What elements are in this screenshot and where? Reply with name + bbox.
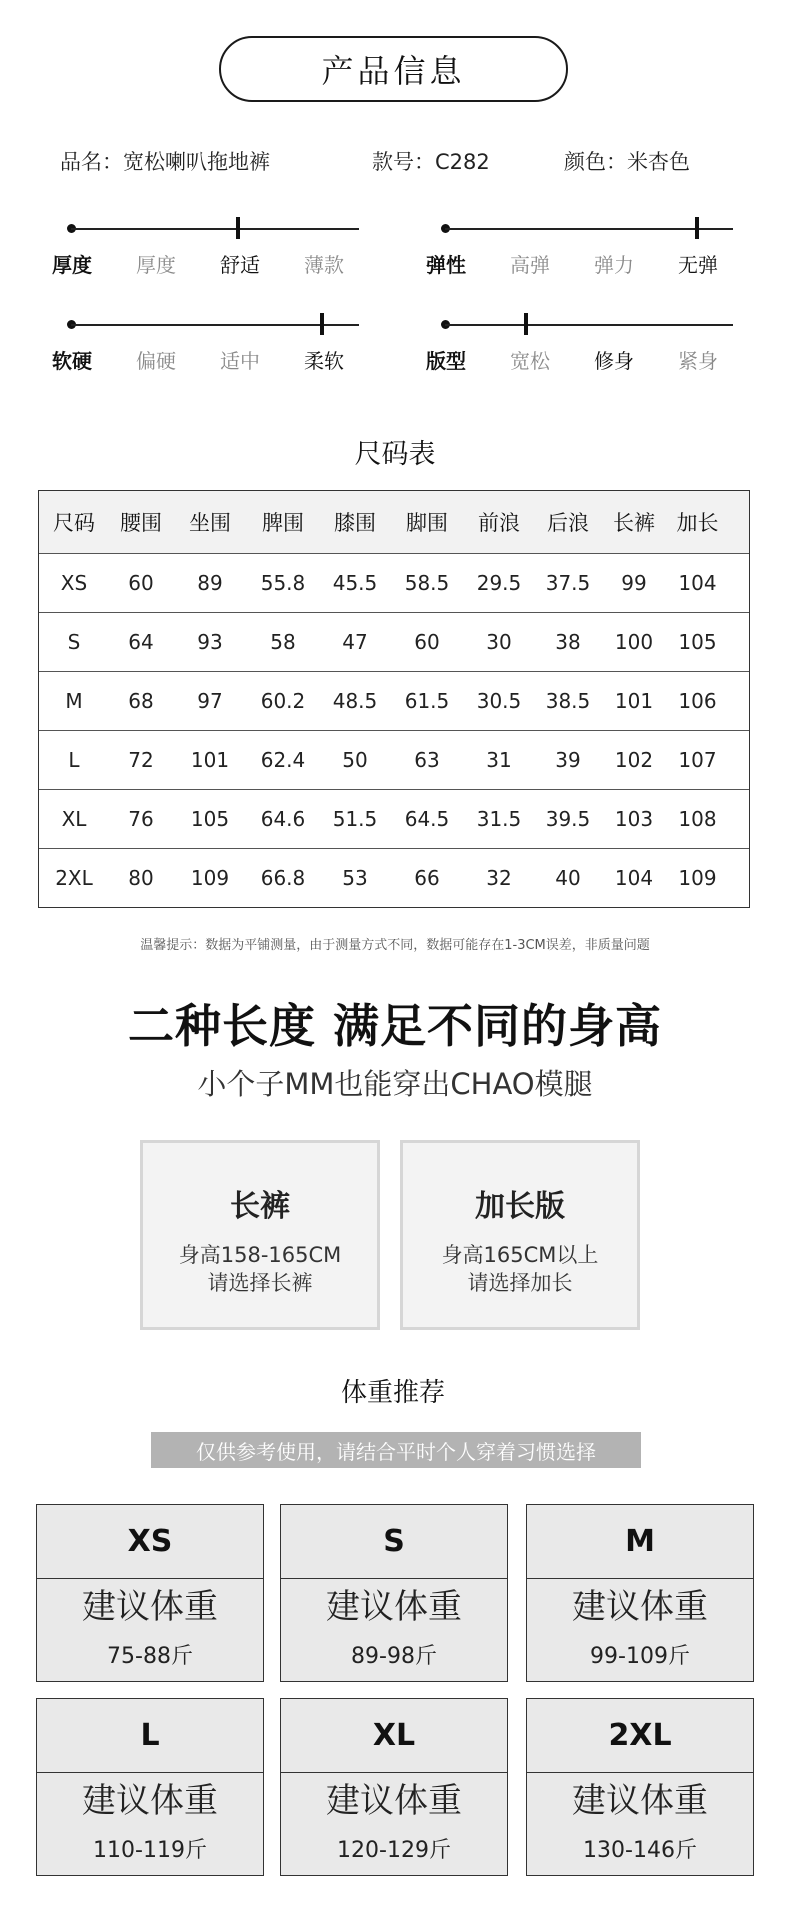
table-cell: 60 [414,630,440,654]
table-cell: 76 [128,807,154,831]
length-option-long [400,1140,640,1330]
lengths-headline: 二种长度 满足不同的身高 [127,999,662,1053]
weight-card-size: XL [281,1699,507,1773]
table-cell: 47 [342,630,368,654]
table-row [39,553,749,612]
table-cell: 58 [270,630,296,654]
scale-option: 宽松 [510,349,550,373]
scale-category-softness: 软硬 [52,349,92,373]
scale-line [71,228,359,230]
scale-option-selected: 修身 [594,349,634,373]
scale-line [445,324,733,326]
length-option-height: 身高158-165CM [178,1243,342,1267]
scale-option: 高弹 [510,253,550,277]
table-cell: 106 [678,689,717,713]
table-cell: 50 [342,748,368,772]
table-cell: 60 [128,571,154,595]
table-header-cell: 脚围 [406,511,448,535]
table-header-cell: 腰围 [120,511,162,535]
table-cell: 63 [414,748,440,772]
weight-card-label: 建议体重 [572,1781,708,1821]
table-cell: 103 [614,807,654,831]
table-row [39,612,749,671]
table-header-cell: 后浪 [547,511,589,535]
table-size-cell: M [65,689,83,713]
length-option-title: 加长版 [475,1189,565,1224]
table-cell: 62.4 [260,748,306,772]
table-size-cell: XL [61,807,87,831]
weight-card-range: 75-88斤 [107,1644,193,1669]
scale-category-elasticity: 弹性 [426,253,466,277]
weight-card-range: 120-129斤 [337,1838,451,1863]
table-cell: 109 [678,866,717,890]
table-header-cell: 尺码 [53,511,95,535]
weight-card-label: 建议体重 [82,1587,218,1627]
table-header-cell: 加长 [676,511,719,535]
weight-card-range: 130-146斤 [583,1838,697,1863]
table-cell: 55.8 [260,571,306,595]
table-cell: 66 [414,866,440,890]
table-cell: 102 [614,748,654,772]
table-cell: 64.5 [404,807,450,831]
scale-marker [524,313,528,335]
table-cell: 89 [197,571,223,595]
table-cell: 37.5 [545,571,591,595]
weight-card-size: M [527,1505,753,1579]
table-cell: 80 [128,866,154,890]
table-body [39,553,749,907]
scale-option-selected: 舒适 [220,253,260,277]
weight-card [36,1698,264,1876]
weight-card-size: 2XL [527,1699,753,1773]
weight-card [526,1504,754,1682]
table-cell: 104 [678,571,717,595]
weight-card-range: 110-119斤 [93,1838,207,1863]
table-header-cell: 前浪 [478,511,520,535]
table-cell: 53 [342,866,368,890]
table-cell: 51.5 [332,807,378,831]
table-header-cell: 长裤 [613,511,655,535]
lengths-subheadline: 小个子MM也能穿出CHAO模腿 [197,1067,593,1101]
weight-note: 仅供参考使用，请结合平时个人穿着习惯选择 [151,1432,641,1468]
scale-option: 适中 [220,349,260,373]
table-cell: 38 [555,630,581,654]
scale-option: 偏硬 [136,349,176,373]
scale-option: 厚度 [136,253,176,277]
table-cell: 58.5 [404,571,450,595]
table-cell: 107 [678,748,717,772]
table-cell: 64 [128,630,154,654]
table-cell: 39 [555,748,581,772]
table-cell: 48.5 [332,689,378,713]
length-option-height: 身高165CM以上 [441,1243,599,1267]
weight-card [280,1504,508,1682]
weight-card-label: 建议体重 [82,1781,218,1821]
weight-card [280,1698,508,1876]
product-name: 品名：宽松喇叭拖地裤 [60,150,270,174]
size-table-title: 尺码表 [354,439,436,470]
table-cell: 101 [614,689,654,713]
table-header-cell: 坐围 [189,511,231,535]
table-cell: 93 [197,630,223,654]
table-cell: 105 [678,630,717,654]
table-size-cell: S [67,630,81,654]
table-header-cell: 膝围 [334,511,376,535]
scale-option-selected: 柔软 [304,349,344,373]
size-table [38,490,750,908]
table-cell: 61.5 [404,689,450,713]
length-option-regular [140,1140,380,1330]
table-cell: 108 [678,807,717,831]
style-number: 款号：C282 [372,150,490,174]
table-cell: 60.2 [260,689,306,713]
weight-card-label: 建议体重 [326,1781,462,1821]
table-header-row [39,491,749,553]
length-option-hint: 请选择加长 [467,1271,573,1295]
scale-category-thickness: 厚度 [52,253,92,277]
weight-card-range: 99-109斤 [590,1644,690,1669]
scale-marker [236,217,240,239]
scale-line [71,324,359,326]
table-cell: 39.5 [545,807,591,831]
scale-option: 紧身 [678,349,718,373]
table-cell: 31.5 [476,807,522,831]
table-cell: 68 [128,689,154,713]
scale-marker [320,313,324,335]
table-header-cell: 脾围 [262,511,304,535]
table-size-cell: XS [60,571,88,595]
scale-line [445,228,733,230]
scale-marker [695,217,699,239]
table-cell: 104 [614,866,654,890]
scale-option: 弹力 [594,253,634,277]
table-cell: 32 [486,866,512,890]
weight-title: 体重推荐 [340,1378,446,1408]
table-cell: 109 [190,866,230,890]
table-cell: 100 [614,630,654,654]
table-cell: 45.5 [332,571,378,595]
table-cell: 38.5 [545,689,591,713]
table-cell: 29.5 [476,571,522,595]
table-cell: 31 [486,748,512,772]
table-size-cell: L [68,748,80,772]
table-cell: 66.8 [260,866,306,890]
table-cell: 64.6 [260,807,306,831]
table-row [39,848,749,907]
scale-option: 薄款 [304,253,344,277]
scale-category-fit: 版型 [426,349,466,373]
weight-card-size: S [281,1505,507,1579]
weight-card [526,1698,754,1876]
table-cell: 30 [486,630,512,654]
table-cell: 99 [621,571,647,595]
table-row [39,671,749,730]
length-option-title: 长裤 [230,1189,290,1224]
table-cell: 72 [128,748,154,772]
table-cell: 97 [197,689,223,713]
weight-card-label: 建议体重 [572,1587,708,1627]
scale-option-selected: 无弹 [678,253,718,277]
length-option-hint: 请选择长裤 [207,1271,313,1295]
weight-card [36,1504,264,1682]
weight-card-size: L [37,1699,263,1773]
table-row [39,789,749,848]
product-info-title: 产品信息 [219,36,568,102]
weight-card-range: 89-98斤 [351,1644,437,1669]
table-row [39,730,749,789]
product-color: 颜色：米杏色 [564,150,690,174]
table-size-cell: 2XL [55,866,93,890]
weight-card-size: XS [37,1505,263,1579]
table-cell: 40 [555,866,581,890]
table-cell: 30.5 [476,689,522,713]
weight-card-label: 建议体重 [326,1587,462,1627]
measurement-notice: 温馨提示：数据为平铺测量，由于测量方式不同，数据可能存在1-3CM误差，非质量问题 [140,938,650,953]
table-cell: 105 [190,807,230,831]
table-cell: 101 [190,748,230,772]
